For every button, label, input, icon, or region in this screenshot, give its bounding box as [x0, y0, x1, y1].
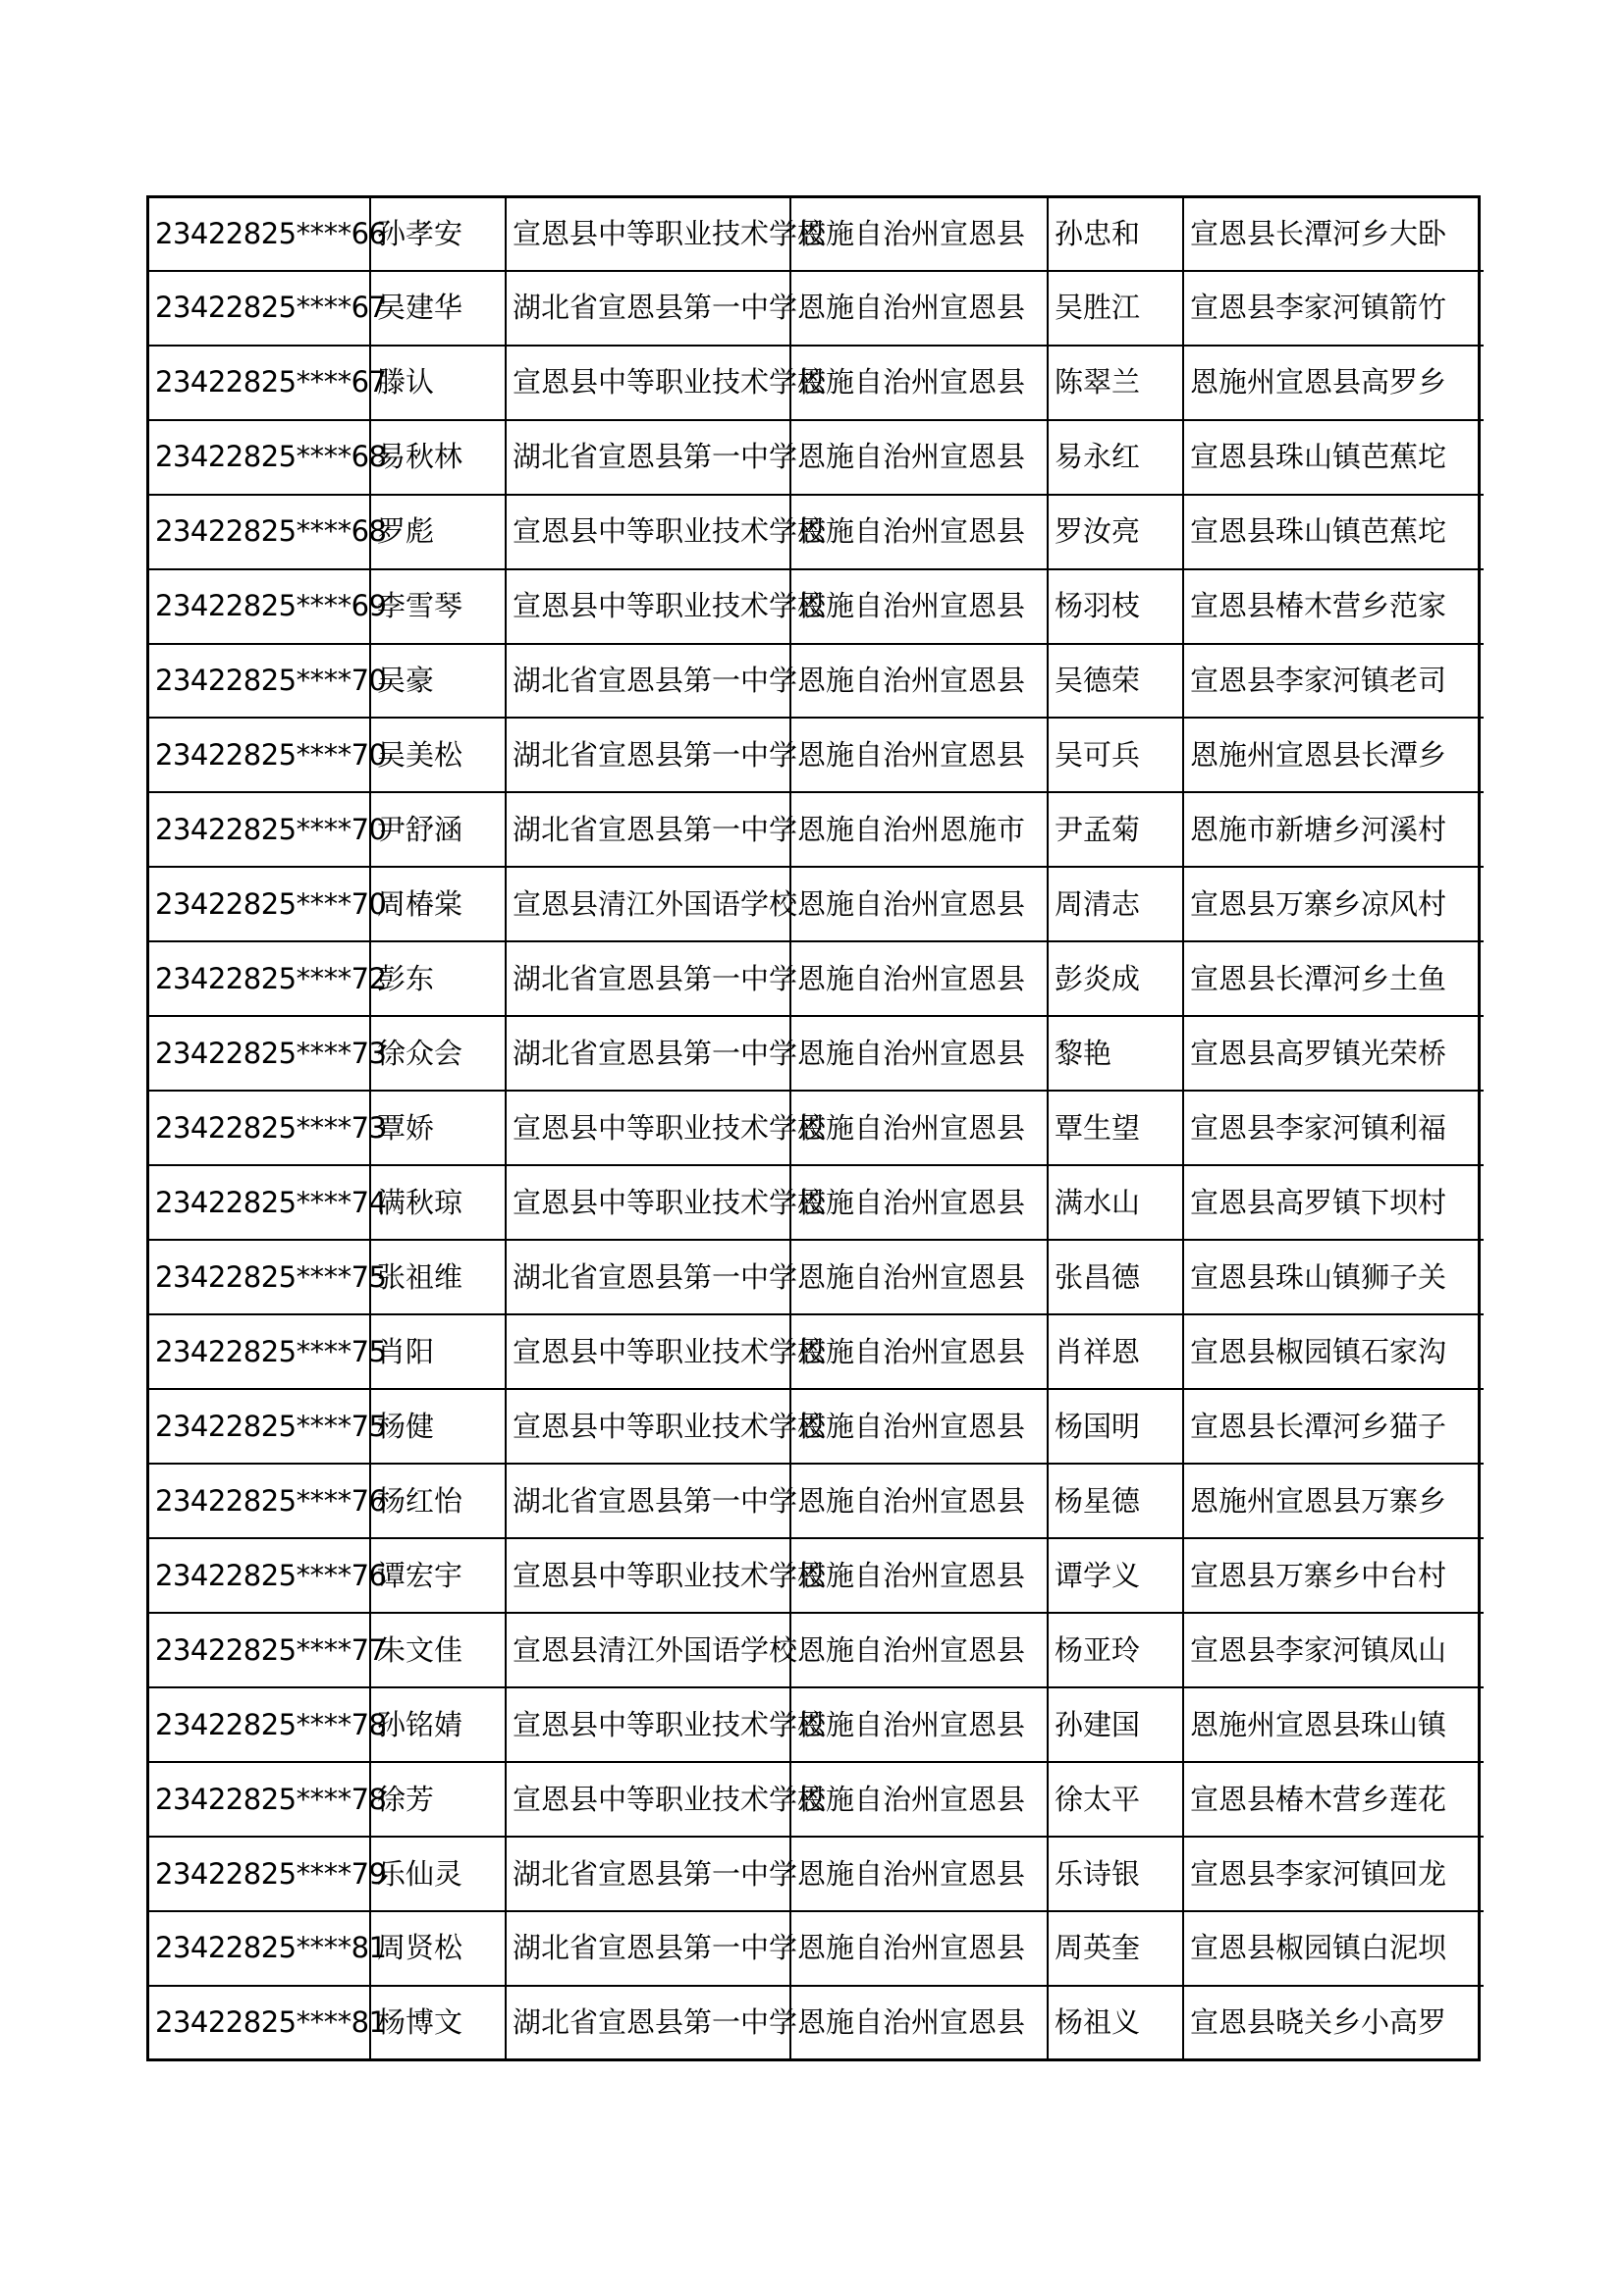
region-cell: 恩施自治州宣恩县 — [790, 718, 1048, 792]
address-cell: 宣恩县李家河镇利福 — [1183, 1091, 1484, 1165]
student-name-cell: 覃娇 — [370, 1091, 506, 1165]
table-row — [149, 941, 1484, 1016]
id-number-cell: 23422825****70 — [149, 867, 370, 941]
address-cell: 恩施州宣恩县高罗乡 — [1183, 346, 1484, 420]
table-row — [149, 1091, 1484, 1165]
id-number-cell: 23422825****70 — [149, 644, 370, 719]
table-row — [149, 1837, 1484, 1911]
table-row — [149, 1240, 1484, 1314]
id-number-cell: 23422825****67 — [149, 271, 370, 346]
student-name-cell: 孙孝安 — [370, 198, 506, 271]
table-row — [149, 1762, 1484, 1837]
guardian-name-cell: 覃生望 — [1048, 1091, 1183, 1165]
address-cell: 宣恩县李家河镇老司 — [1183, 644, 1484, 719]
guardian-name-cell: 徐太平 — [1048, 1762, 1183, 1837]
table-row — [149, 1613, 1484, 1687]
id-number-cell: 23422825****70 — [149, 792, 370, 867]
region-cell: 恩施自治州宣恩县 — [790, 1986, 1048, 2058]
region-cell: 恩施自治州宣恩县 — [790, 867, 1048, 941]
student-name-cell: 徐众会 — [370, 1016, 506, 1091]
address-cell: 宣恩县万寨乡中台村 — [1183, 1538, 1484, 1613]
region-cell: 恩施自治州恩施市 — [790, 792, 1048, 867]
address-cell: 宣恩县高罗镇光荣桥 — [1183, 1016, 1484, 1091]
table-row — [149, 1687, 1484, 1762]
guardian-name-cell: 易永红 — [1048, 420, 1183, 495]
region-cell: 恩施自治州宣恩县 — [790, 644, 1048, 719]
school-cell: 湖北省宣恩县第一中学 — [506, 1464, 790, 1538]
student-name-cell: 吴美松 — [370, 718, 506, 792]
student-name-cell: 孙铭婧 — [370, 1687, 506, 1762]
guardian-name-cell: 黎艳 — [1048, 1016, 1183, 1091]
id-number-cell: 23422825****75 — [149, 1240, 370, 1314]
guardian-name-cell: 孙建国 — [1048, 1687, 1183, 1762]
region-cell: 恩施自治州宣恩县 — [790, 1016, 1048, 1091]
id-number-cell: 23422825****69 — [149, 569, 370, 644]
address-cell: 宣恩县椿木营乡范家 — [1183, 569, 1484, 644]
region-cell: 恩施自治州宣恩县 — [790, 1837, 1048, 1911]
address-cell: 宣恩县珠山镇芭蕉坨 — [1183, 495, 1484, 569]
school-cell: 湖北省宣恩县第一中学 — [506, 792, 790, 867]
id-number-cell: 23422825****72 — [149, 941, 370, 1016]
table-row — [149, 644, 1484, 719]
id-number-cell: 23422825****68 — [149, 420, 370, 495]
school-cell: 湖北省宣恩县第一中学 — [506, 420, 790, 495]
id-number-cell: 23422825****73 — [149, 1016, 370, 1091]
address-cell: 恩施州宣恩县珠山镇 — [1183, 1687, 1484, 1762]
student-name-cell: 彭东 — [370, 941, 506, 1016]
region-cell: 恩施自治州宣恩县 — [790, 1538, 1048, 1613]
region-cell: 恩施自治州宣恩县 — [790, 1165, 1048, 1240]
id-number-cell: 23422825****75 — [149, 1389, 370, 1464]
student-name-cell: 谭宏宇 — [370, 1538, 506, 1613]
student-name-cell: 乐仙灵 — [370, 1837, 506, 1911]
guardian-name-cell: 杨国明 — [1048, 1389, 1183, 1464]
student-name-cell: 罗彪 — [370, 495, 506, 569]
address-cell: 宣恩县椒园镇白泥坝 — [1183, 1911, 1484, 1986]
table-row — [149, 1016, 1484, 1091]
table-row — [149, 1314, 1484, 1389]
guardian-name-cell: 杨星德 — [1048, 1464, 1183, 1538]
school-cell: 湖北省宣恩县第一中学 — [506, 1240, 790, 1314]
school-cell: 宣恩县中等职业技术学校 — [506, 1538, 790, 1613]
guardian-name-cell: 吴德荣 — [1048, 644, 1183, 719]
guardian-name-cell: 周英奎 — [1048, 1911, 1183, 1986]
student-name-cell: 滕认 — [370, 346, 506, 420]
region-cell: 恩施自治州宣恩县 — [790, 198, 1048, 271]
address-cell: 宣恩县李家河镇箭竹 — [1183, 271, 1484, 346]
school-cell: 宣恩县中等职业技术学校 — [506, 1314, 790, 1389]
guardian-name-cell: 杨羽枝 — [1048, 569, 1183, 644]
table-row — [149, 718, 1484, 792]
id-number-cell: 23422825****68 — [149, 495, 370, 569]
school-cell: 湖北省宣恩县第一中学 — [506, 271, 790, 346]
guardian-name-cell: 满水山 — [1048, 1165, 1183, 1240]
student-name-cell: 杨博文 — [370, 1986, 506, 2058]
table-row — [149, 1165, 1484, 1240]
school-cell: 宣恩县中等职业技术学校 — [506, 1165, 790, 1240]
address-cell: 宣恩县长潭河乡土鱼 — [1183, 941, 1484, 1016]
address-cell: 宣恩县珠山镇狮子关 — [1183, 1240, 1484, 1314]
student-name-cell: 满秋琼 — [370, 1165, 506, 1240]
student-name-cell: 吴建华 — [370, 271, 506, 346]
region-cell: 恩施自治州宣恩县 — [790, 941, 1048, 1016]
guardian-name-cell: 陈翠兰 — [1048, 346, 1183, 420]
address-cell: 宣恩县晓关乡小高罗 — [1183, 1986, 1484, 2058]
table-row — [149, 420, 1484, 495]
student-name-cell: 周贤松 — [370, 1911, 506, 1986]
id-number-cell: 23422825****77 — [149, 1613, 370, 1687]
guardian-name-cell: 周清志 — [1048, 867, 1183, 941]
id-number-cell: 23422825****81 — [149, 1986, 370, 2058]
id-number-cell: 23422825****76 — [149, 1464, 370, 1538]
table-row — [149, 198, 1484, 271]
student-name-cell: 李雪琴 — [370, 569, 506, 644]
student-name-cell: 尹舒涵 — [370, 792, 506, 867]
student-name-cell: 周椿棠 — [370, 867, 506, 941]
school-cell: 湖北省宣恩县第一中学 — [506, 644, 790, 719]
id-number-cell: 23422825****73 — [149, 1091, 370, 1165]
school-cell: 宣恩县中等职业技术学校 — [506, 1687, 790, 1762]
student-name-cell: 张祖维 — [370, 1240, 506, 1314]
region-cell: 恩施自治州宣恩县 — [790, 1613, 1048, 1687]
student-roster-sheet — [146, 195, 1481, 2061]
region-cell: 恩施自治州宣恩县 — [790, 1911, 1048, 1986]
guardian-name-cell: 肖祥恩 — [1048, 1314, 1183, 1389]
school-cell: 湖北省宣恩县第一中学 — [506, 1986, 790, 2058]
region-cell: 恩施自治州宣恩县 — [790, 271, 1048, 346]
student-name-cell: 杨红怡 — [370, 1464, 506, 1538]
table-row — [149, 569, 1484, 644]
guardian-name-cell: 罗汝亮 — [1048, 495, 1183, 569]
guardian-name-cell: 张昌德 — [1048, 1240, 1183, 1314]
id-number-cell: 23422825****81 — [149, 1911, 370, 1986]
guardian-name-cell: 吴可兵 — [1048, 718, 1183, 792]
student-name-cell: 肖阳 — [370, 1314, 506, 1389]
school-cell: 宣恩县清江外国语学校 — [506, 1613, 790, 1687]
student-name-cell: 杨健 — [370, 1389, 506, 1464]
table-row — [149, 1538, 1484, 1613]
guardian-name-cell: 杨亚玲 — [1048, 1613, 1183, 1687]
id-number-cell: 23422825****70 — [149, 718, 370, 792]
region-cell: 恩施自治州宣恩县 — [790, 1687, 1048, 1762]
guardian-name-cell: 乐诗银 — [1048, 1837, 1183, 1911]
id-number-cell: 23422825****66 — [149, 198, 370, 271]
school-cell: 宣恩县中等职业技术学校 — [506, 198, 790, 271]
guardian-name-cell: 杨祖义 — [1048, 1986, 1183, 2058]
address-cell: 宣恩县椿木营乡莲花 — [1183, 1762, 1484, 1837]
school-cell: 宣恩县中等职业技术学校 — [506, 346, 790, 420]
school-cell: 宣恩县清江外国语学校 — [506, 867, 790, 941]
student-name-cell: 徐芳 — [370, 1762, 506, 1837]
roster-body — [149, 198, 1484, 2058]
school-cell: 湖北省宣恩县第一中学 — [506, 1016, 790, 1091]
table-row — [149, 1389, 1484, 1464]
id-number-cell: 23422825****75 — [149, 1314, 370, 1389]
table-row — [149, 1911, 1484, 1986]
address-cell: 宣恩县珠山镇芭蕉坨 — [1183, 420, 1484, 495]
address-cell: 宣恩县椒园镇石家沟 — [1183, 1314, 1484, 1389]
id-number-cell: 23422825****67 — [149, 346, 370, 420]
school-cell: 宣恩县中等职业技术学校 — [506, 495, 790, 569]
table-row — [149, 1986, 1484, 2058]
region-cell: 恩施自治州宣恩县 — [790, 1091, 1048, 1165]
region-cell: 恩施自治州宣恩县 — [790, 1464, 1048, 1538]
address-cell: 宣恩县长潭河乡猫子 — [1183, 1389, 1484, 1464]
student-roster-table — [149, 198, 1484, 2058]
table-row — [149, 271, 1484, 346]
region-cell: 恩施自治州宣恩县 — [790, 1762, 1048, 1837]
student-name-cell: 朱文佳 — [370, 1613, 506, 1687]
guardian-name-cell: 孙忠和 — [1048, 198, 1183, 271]
address-cell: 恩施市新塘乡河溪村 — [1183, 792, 1484, 867]
address-cell: 恩施州宣恩县长潭乡 — [1183, 718, 1484, 792]
table-row — [149, 1464, 1484, 1538]
school-cell: 宣恩县中等职业技术学校 — [506, 1091, 790, 1165]
student-name-cell: 吴豪 — [370, 644, 506, 719]
school-cell: 湖北省宣恩县第一中学 — [506, 941, 790, 1016]
region-cell: 恩施自治州宣恩县 — [790, 346, 1048, 420]
table-row — [149, 867, 1484, 941]
school-cell: 宣恩县中等职业技术学校 — [506, 1762, 790, 1837]
table-row — [149, 792, 1484, 867]
table-row — [149, 346, 1484, 420]
school-cell: 宣恩县中等职业技术学校 — [506, 1389, 790, 1464]
id-number-cell: 23422825****76 — [149, 1538, 370, 1613]
region-cell: 恩施自治州宣恩县 — [790, 1240, 1048, 1314]
address-cell: 宣恩县长潭河乡大卧 — [1183, 198, 1484, 271]
address-cell: 宣恩县李家河镇回龙 — [1183, 1837, 1484, 1911]
school-cell: 宣恩县中等职业技术学校 — [506, 569, 790, 644]
id-number-cell: 23422825****78 — [149, 1762, 370, 1837]
address-cell: 宣恩县高罗镇下坝村 — [1183, 1165, 1484, 1240]
region-cell: 恩施自治州宣恩县 — [790, 1389, 1048, 1464]
student-name-cell: 易秋林 — [370, 420, 506, 495]
id-number-cell: 23422825****74 — [149, 1165, 370, 1240]
address-cell: 恩施州宣恩县万寨乡 — [1183, 1464, 1484, 1538]
id-number-cell: 23422825****78 — [149, 1687, 370, 1762]
school-cell: 湖北省宣恩县第一中学 — [506, 1911, 790, 1986]
region-cell: 恩施自治州宣恩县 — [790, 420, 1048, 495]
address-cell: 宣恩县李家河镇凤山 — [1183, 1613, 1484, 1687]
guardian-name-cell: 尹孟菊 — [1048, 792, 1183, 867]
region-cell: 恩施自治州宣恩县 — [790, 495, 1048, 569]
guardian-name-cell: 谭学义 — [1048, 1538, 1183, 1613]
region-cell: 恩施自治州宣恩县 — [790, 569, 1048, 644]
address-cell: 宣恩县万寨乡凉风村 — [1183, 867, 1484, 941]
guardian-name-cell: 彭炎成 — [1048, 941, 1183, 1016]
school-cell: 湖北省宣恩县第一中学 — [506, 718, 790, 792]
school-cell: 湖北省宣恩县第一中学 — [506, 1837, 790, 1911]
guardian-name-cell: 吴胜江 — [1048, 271, 1183, 346]
region-cell: 恩施自治州宣恩县 — [790, 1314, 1048, 1389]
table-row — [149, 495, 1484, 569]
id-number-cell: 23422825****79 — [149, 1837, 370, 1911]
